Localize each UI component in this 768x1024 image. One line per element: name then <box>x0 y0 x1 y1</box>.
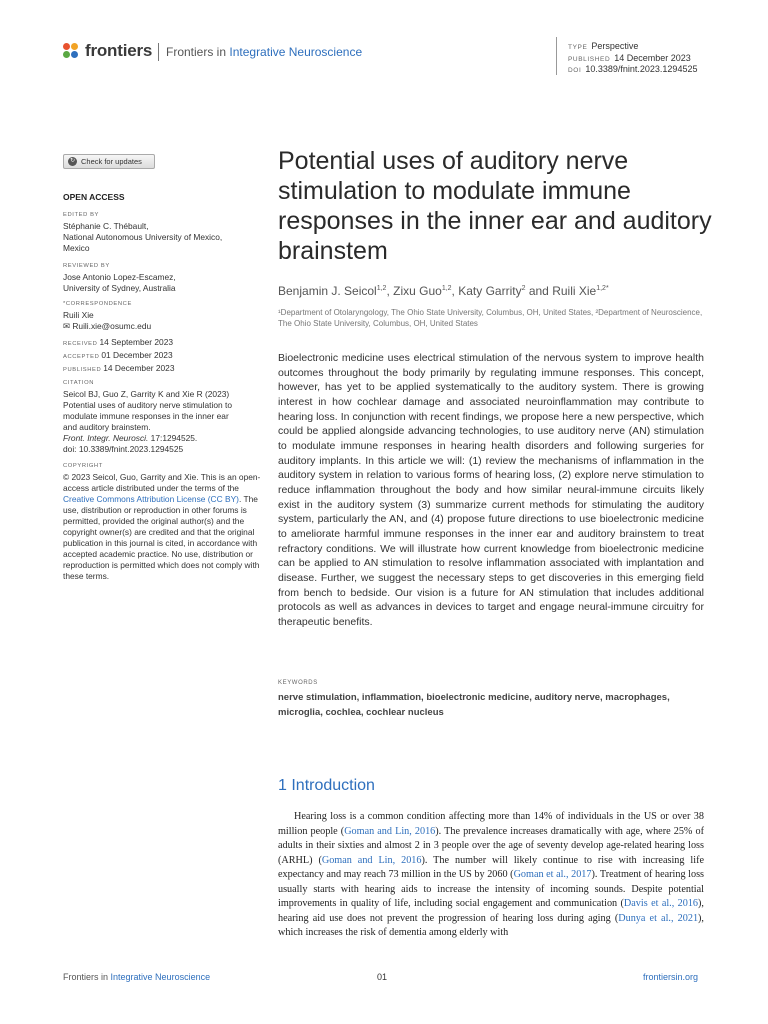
correspondence: *CORRESPONDENCE Ruili Xie ✉ Ruili.xie@osumc.edu <box>63 301 152 331</box>
footer-journal[interactable]: Frontiers in Integrative Neuroscience <box>63 972 211 982</box>
open-access-label: OPEN ACCESS <box>63 192 125 202</box>
citation-link[interactable]: Davis et al., 2016 <box>623 898 699 909</box>
frontiers-logo-icon <box>63 43 79 59</box>
meta-divider <box>556 37 557 75</box>
section-heading: 1 Introduction <box>278 777 375 794</box>
intro-text: Hearing loss is a common condition affecting more than 14% of individuals in the US or over 38 million people ( <box>278 811 704 837</box>
footer-site-link[interactable]: frontiersin.org <box>643 972 699 982</box>
refresh-icon: ↻ <box>69 158 76 164</box>
author[interactable]: Ruili Xie$^{1,2*}$ <box>552 284 609 298</box>
citation-doi[interactable]: doi: 10.3389/fnint.2023.1294525 <box>63 444 184 454</box>
doi[interactable]: DOI 10.3389/fnint.2023.1294525 <box>568 64 698 74</box>
correspondence-email[interactable]: Ruili.xie@osumc.edu <box>72 321 152 331</box>
frontiers-logo[interactable] <box>63 41 152 61</box>
edited-by: EDITED BY Stéphanie C. Thébault, National Autonomous University of Mexico, Mexico <box>63 212 223 253</box>
copyright: COPYRIGHT © 2023 Seicol, Guo, Garrity and Xie. This is an open-access article distributed under the terms of the Creative Commons Attribution License (CC BY). The use, distribution or reproduction in other forums is permitted, provided the original author(s) and the copyright owner(s) are credited and that the original publication in this journal is cited, in accordance with accepted academic practice. No use, distribution or reproduction is permitted which does not comply with these terms. <box>63 463 261 581</box>
license-link[interactable]: Creative Commons Attribution License (CC BY) <box>63 494 239 504</box>
abstract: Bioelectronic medicine uses electrical stimulation of the nervous system to improve health outcomes throughout the body primarily by regulating immune responses. This concept, however, has yet to be applied systematically to the auditory system. There is growing interest in how cochlear damage and associated neuroinflammation may contribute to hearing loss. In conjunction with recent findings, we propose here a new perspective, which could be applied alongside advancing technologies, to use auditory nerve (AN) stimulation to modulate immune responses in hearing health disorders and following surgeries for auditory implants. In this article we will: (1) review the mechanisms of inflammation in the auditory system in relation to various forms of hearing loss, (2) explore nerve stimulation to reduce inflammation throughout the body and how similar neural-immune circuits likely exist in the auditory system (3) summarize current methods for stimulating the auditory system, particularly the AN, and (4) propose future directions to use bioelectronic medicine to ameliorate harmful immune responses in the inner ear and auditory brainstem to treat refractory conditions. We will illustrate how current knowledge from bioelectronic medicine can be applied to AN stimulation to resolve inflammation associated with implantation and disease. Further, we suggest the necessary steps to get discoveries in this emerging field from bench to bedside. Our vision is a future for AN stimulation that includes additional protocols as well as advances in devices to target and engage neural-immune circuitry for therapeutic benefits. <box>278 352 704 628</box>
affiliations: ¹Department of Otolaryngology, The Ohio State University, Columbus, OH, United States, ²Department of Neuroscience, The Ohio State University, Columbus, OH, United States <box>278 308 703 328</box>
header-divider <box>158 43 159 61</box>
keywords: nerve stimulation, inflammation, bioelectronic medicine, auditory nerve, macrophages, microglia, cochlea, cochlear nucleus <box>278 692 670 718</box>
intro-text: ). The number will likely continue to rise with increasing life expectancy and may reach 73 million in the US by 2060 ( <box>278 854 704 880</box>
author[interactable]: Benjamin J. Seicol$^{1,2}$ <box>278 284 387 298</box>
author[interactable]: Zixu Guo$^{1,2}$ <box>393 284 452 298</box>
citation-link[interactable]: Goman and Lin, 2016 <box>344 825 436 837</box>
dates: RECEIVED 14 September 2023 ACCEPTED 01 December 2023 PUBLISHED 14 December 2023 <box>63 337 175 373</box>
intro-text: ), hearing aid use does not prevent the progression of hearing loss during aging ( <box>278 898 704 924</box>
intro-text: ). Treatment of hearing loss usually starts with hearing aids to increase the intensity of incoming sounds. Despite potential improvements in quality of life, including social engagement and communication ( <box>278 869 704 909</box>
article-type: TYPE Perspective <box>568 41 639 51</box>
citation: CITATION Seicol BJ, Guo Z, Garrity K and Xie R (2023) Potential uses of auditory nerve stimulation to modulate immune responses in the inner ear and auditory brainstem. Front. Integr. Neurosci. 17:1294525. doi: 10.3389/fnint.2023.1294525 <box>63 378 263 455</box>
page-number: 01 <box>377 972 388 982</box>
email-icon: ✉ <box>63 321 73 331</box>
keywords-label: KEYWORDS <box>278 680 318 686</box>
published-date: PUBLISHED 14 December 2023 <box>568 53 691 63</box>
intro-text: ), which increases the risk of dementia among elderly with <box>278 912 704 938</box>
logo-text: frontiers <box>85 41 153 60</box>
reviewed-by: REVIEWED BY Jose Antonio Lopez-Escamez, University of Sydney, Australia <box>63 263 176 293</box>
journal-name[interactable]: Frontiers in Integrative Neuroscience <box>166 45 363 59</box>
author[interactable]: Katy Garrity$^2$ <box>458 284 526 298</box>
citation-link[interactable]: Dunya et al., 2021 <box>618 912 699 924</box>
introduction-paragraph <box>278 810 704 941</box>
intro-text: ). The prevalence increases dramatically with age, where 25% of adults in their sixties and almost 2 in 3 people over the age of seventy develop age-related hearing loss (ARHL) ( <box>278 825 704 866</box>
citation-link[interactable]: Goman and Lin, 2016 <box>321 854 422 866</box>
check-for-updates-button[interactable]: ↻ Check for updates <box>63 154 155 169</box>
author-list: Benjamin J. Seicol$^{1,2}$, Zixu Guo$^{1,2}$, Katy Garrity$^2$ and Ruili Xie$^{1,2*}$ <box>278 284 609 298</box>
article-title: Potential uses of auditory nerve stimulation to modulate immune responses in the inner ear and auditory brainstem <box>278 147 712 265</box>
citation-link[interactable]: Goman et al., 2017 <box>513 869 592 880</box>
